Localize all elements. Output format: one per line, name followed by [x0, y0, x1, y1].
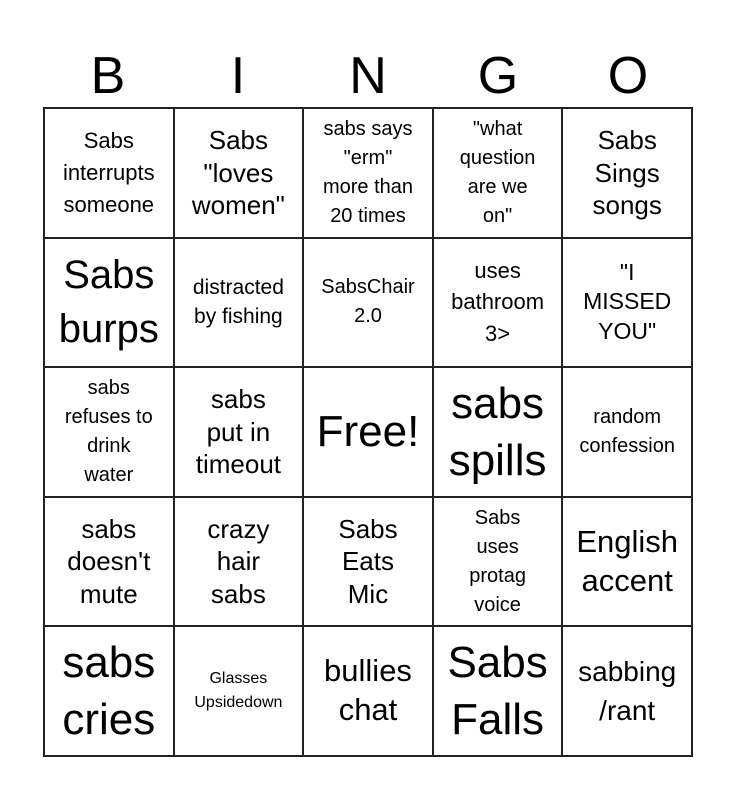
bingo-cell-text: sabs put in timeout — [195, 384, 282, 480]
bingo-cell-text: sabs doesn't mute — [67, 513, 151, 609]
bingo-cell-text: Glasses Upsidedown — [194, 670, 283, 712]
bingo-cell-r1-c3[interactable] — [303, 108, 433, 238]
bingo-cell-r5-c4[interactable] — [433, 626, 563, 756]
bingo-cell-r5-c2[interactable] — [174, 626, 304, 756]
bingo-cell-text: English accent — [576, 523, 679, 598]
bingo-cell-text: sabs refuses to drink water — [64, 376, 153, 486]
bingo-cell-text: Sabs uses protag voice — [469, 506, 526, 616]
bingo-cell-text: SabsChair 2.0 — [321, 276, 415, 328]
bingo-cell-r4-c5[interactable] — [562, 497, 692, 627]
bingo-cell-r2-c4[interactable] — [433, 238, 563, 368]
bingo-cell-text: random confession — [579, 405, 675, 457]
bingo-cell-r1-c2[interactable] — [174, 108, 304, 238]
bingo-cell-r4-c1[interactable] — [44, 497, 174, 627]
bingo-cell-text: uses bathroom 3> — [451, 257, 545, 347]
header-letter-i: I — [230, 47, 246, 105]
bingo-cell-r4-c2[interactable] — [174, 497, 304, 627]
bingo-cell-r3-c2[interactable] — [174, 367, 304, 497]
bingo-cell-text: sabs spills — [448, 378, 547, 485]
bingo-cell-text: distracted by fishing — [192, 276, 284, 329]
bingo-cell-r2-c3[interactable] — [303, 238, 433, 368]
bingo-cell-text: Sabs interrupts someone — [62, 127, 155, 217]
bingo-cell-r3-c4[interactable] — [433, 367, 563, 497]
bingo-cell-text: sabs cries — [62, 638, 156, 745]
header-letter-b: B — [90, 47, 126, 105]
bingo-cell-r1-c1[interactable] — [44, 108, 174, 238]
bingo-cell-text: sabs says "erm" more than 20 times — [322, 117, 414, 227]
header-letter-g: G — [477, 47, 519, 105]
bingo-cell-r5-c3[interactable] — [303, 626, 433, 756]
bingo-cell-text: Free! — [316, 407, 420, 457]
bingo-cell-r3-c1[interactable] — [44, 367, 174, 497]
bingo-cell-r5-c5[interactable] — [562, 626, 692, 756]
bingo-board — [43, 107, 693, 757]
bingo-cell-text: bullies chat — [324, 653, 412, 728]
bingo-cell-text: Sabs Sings songs — [592, 125, 662, 221]
bingo-cell-text: "I MISSED YOU" — [583, 258, 672, 345]
bingo-cell-r4-c4[interactable] — [433, 497, 563, 627]
header-letter-o: O — [607, 47, 649, 105]
bingo-cell-r3-c3[interactable] — [303, 367, 433, 497]
header-letter-n: N — [349, 47, 387, 105]
bingo-cell-text: Sabs Eats Mic — [338, 513, 398, 609]
bingo-cell-r2-c1[interactable] — [44, 238, 174, 368]
bingo-cell-r4-c3[interactable] — [303, 497, 433, 627]
bingo-cell-text: "what question are we on" — [459, 117, 536, 227]
bingo-header — [43, 44, 693, 108]
bingo-cell-r3-c5[interactable] — [562, 367, 692, 497]
bingo-cell-text: Sabs Falls — [447, 638, 548, 745]
bingo-cell-text: Sabs burps — [58, 253, 159, 352]
bingo-cell-text: crazy hair sabs — [207, 513, 270, 609]
bingo-cell-text: Sabs "loves women" — [191, 125, 285, 221]
bingo-cell-r2-c2[interactable] — [174, 238, 304, 368]
bingo-cell-r5-c1[interactable] — [44, 626, 174, 756]
bingo-cell-r1-c5[interactable] — [562, 108, 692, 238]
bingo-cell-r2-c5[interactable] — [562, 238, 692, 368]
bingo-cell-r1-c4[interactable] — [433, 108, 563, 238]
bingo-cell-text: sabbing /rant — [578, 656, 677, 727]
